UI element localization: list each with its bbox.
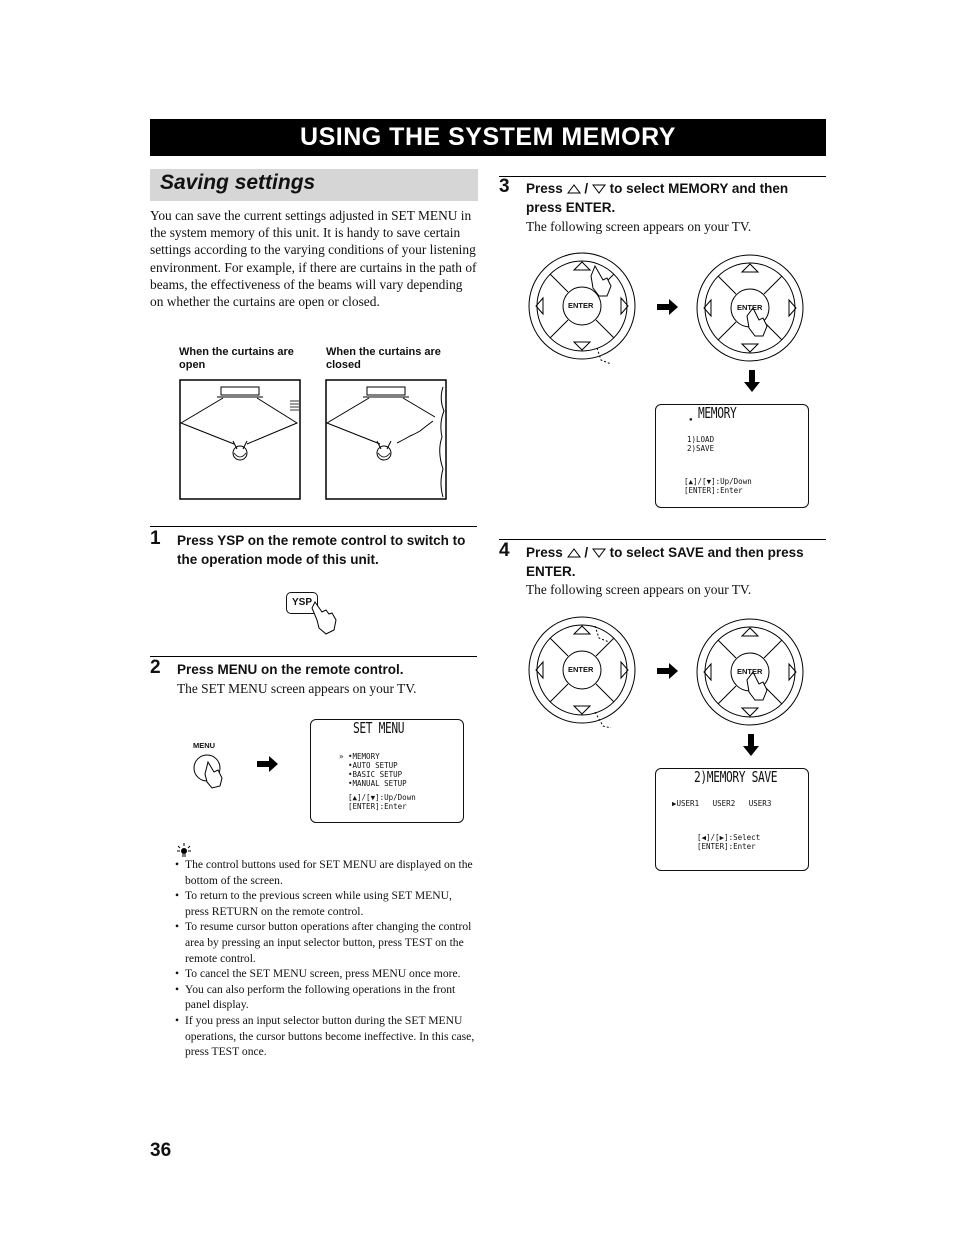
step-3-text: Press / to select MEMORY and then press ENTER. — [526, 181, 789, 215]
curtain-closed-diagram — [325, 379, 447, 501]
pointing-hand-icon — [310, 600, 340, 636]
step-4-subtext: The following screen appears on your TV. — [526, 582, 752, 597]
tip-item: • To return to the previous screen while using SET MENU, press RETURN on the remote control. — [185, 888, 477, 919]
step-2-number: 2 — [150, 657, 161, 678]
memory-save-help-enter: [ENTER]:Enter — [697, 842, 756, 851]
curtain-open-diagram — [179, 379, 301, 501]
section-title: Saving settings — [160, 171, 316, 194]
enter-button-label: ENTER — [737, 667, 763, 676]
step-1-number: 1 — [150, 528, 161, 549]
enter-button-label: ENTER — [568, 665, 594, 674]
menu-button-label: MENU — [193, 741, 216, 750]
step-2-subtext: The SET MENU screen appears on your TV. — [177, 681, 417, 696]
tip-bulb-icon — [177, 843, 191, 857]
step-4-text: Press / to select SAVE and then press ENTER. — [526, 545, 804, 579]
tip-item: • To resume cursor button operations after changing the control area by pressing an input selector button, press TEST on the remote control. — [185, 919, 477, 966]
set-menu-cursor: » — [339, 752, 344, 761]
tips-list — [185, 857, 477, 1060]
tip-item: • If you press an input selector button during the SET MENU operations, the cursor buttons become ineffective. In this case, press TEST once. — [185, 1013, 477, 1060]
memory-item-save: 2)SAVE — [687, 444, 715, 453]
memory-save-options: ▶USER1 USER2 USER3 — [672, 799, 772, 808]
step-1-rule — [150, 526, 477, 527]
page-number: 36 — [150, 1140, 172, 1161]
tip-item: • The control buttons used for SET MENU are displayed on the bottom of the screen. — [185, 857, 477, 888]
right-arrow-icon — [656, 298, 680, 316]
intro-paragraph: You can save the current settings adjusted in SET MENU in the system memory of this unit. It is handy to save certain settings according to the varying conditions of your listening environment. For example, if there are curtains in the path of beams, the effectiveness of the beams will vary depending on whether the curtains are open or closed. — [150, 208, 477, 310]
page-banner-title: USING THE SYSTEM MEMORY — [150, 119, 826, 156]
up-triangle-icon — [567, 548, 581, 558]
set-menu-screen — [310, 719, 464, 823]
down-arrow-icon — [743, 369, 761, 393]
menu-button-icon — [192, 752, 228, 790]
memory-save-help-select: [◀]/[▶]:Select — [697, 833, 761, 842]
down-triangle-icon — [592, 184, 606, 194]
tip-item: • You can also perform the following operations in the front panel display. — [185, 982, 477, 1013]
right-arrow-icon — [656, 662, 680, 680]
set-menu-help-enter: [ENTER]:Enter — [348, 802, 407, 811]
step-3-rule — [499, 176, 826, 177]
curtain-open-caption: When the curtains are open — [179, 346, 294, 371]
memory-bullet: ▪ — [689, 416, 693, 423]
step-2-rule — [150, 656, 477, 657]
enter-button-label: ENTER — [737, 303, 763, 312]
memory-screen — [655, 404, 809, 508]
enter-button-label: ENTER — [568, 301, 594, 310]
listener-icon — [233, 441, 247, 460]
step-1-text: Press YSP on the remote control to switch to the operation mode of this unit. — [177, 533, 466, 567]
set-menu-item: •BASIC SETUP — [348, 770, 403, 779]
step-3-subtext: The following screen appears on your TV. — [526, 219, 752, 234]
down-arrow-icon — [742, 733, 760, 757]
set-menu-help-updown: [▲]/[▼]:Up/Down — [348, 793, 416, 802]
step-3-number: 3 — [499, 176, 510, 197]
section-heading — [150, 169, 478, 201]
set-menu-title: SET MENU — [353, 719, 405, 737]
set-menu-item: •MANUAL SETUP — [348, 779, 407, 788]
right-arrow-icon — [256, 755, 280, 773]
memory-help-enter: [ENTER]:Enter — [684, 486, 743, 495]
tip-item: • To cancel the SET MENU screen, press MENU once more. — [185, 966, 477, 982]
memory-save-screen — [655, 768, 809, 871]
step-4-number: 4 — [499, 540, 510, 561]
memory-item-load: 1)LOAD — [687, 435, 715, 444]
memory-save-title: 2)MEMORY SAVE — [694, 768, 778, 786]
curtain-closed-caption: When the curtains are closed — [326, 346, 441, 371]
memory-title: MEMORY — [698, 404, 737, 422]
down-triangle-icon — [592, 548, 606, 558]
set-menu-item: •MEMORY — [348, 752, 380, 761]
memory-help-updown: [▲]/[▼]:Up/Down — [684, 477, 752, 486]
ysp-button-label: YSP — [291, 597, 312, 608]
step-2-text: Press MENU on the remote control. — [177, 662, 404, 677]
step-4-rule — [499, 539, 826, 540]
up-triangle-icon — [567, 184, 581, 194]
set-menu-item: •AUTO SETUP — [348, 761, 398, 770]
